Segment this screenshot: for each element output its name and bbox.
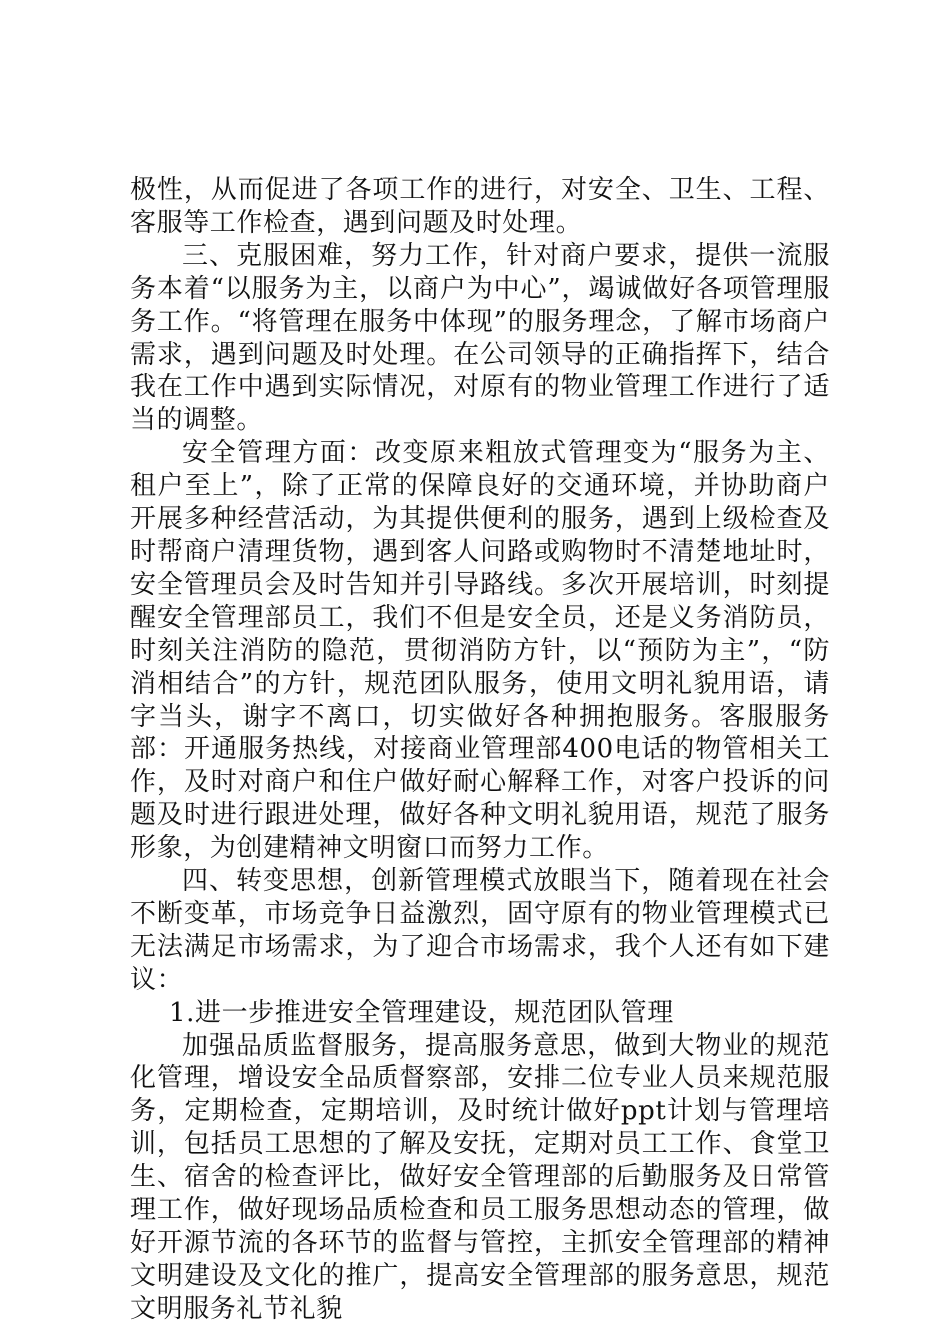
document-body: [130, 174, 830, 1326]
paragraph-section-four: 四、转变思想，创新管理模式放眼当下，随着现在社会不断变革，市场竞争日益激烈，固守原有的物业管理模式已无法满足市场需求，为了迎合市场需求，我个人还有如下建议：: [130, 866, 830, 995]
paragraph-quality-supervision: 加强品质监督服务，提高服务意思，做到大物业的规范化管理，增设安全品质督察部，安排二位专业人员来规范服务，定期检查，定期培训，及时统计做好ppt计划与管理培训，包括员工思想的了解及安抚，定期对员工工作、食堂卫生、宿舍的检查评比，做好安全管理部的后勤服务及日常管理工作，做好现场品质检查和员工服务思想动态的管理，做好开源节流的各环节的监督与管控，主抓安全管理部的精神文明建设及文化的推广，提高安全管理部的服务意思，规范文明服务礼节礼貌: [130, 1030, 830, 1324]
paragraph-continuation: 极性，从而促进了各项工作的进行，对安全、卫生、工程、客服等工作检查，遇到问题及时处理。: [130, 175, 830, 238]
paragraph-section-three: 三、克服困难，努力工作，针对商户要求，提供一流服务本着“以服务为主，以商户为中心”，竭诚做好各项管理服务工作。“将管理在服务中体现”的服务理念，了解市场商户需求，遇到问题及时处理。在公司领导的正确指挥下，结合我在工作中遇到实际情况，对原有的物业管理工作进行了适当的调整。: [130, 240, 830, 436]
paragraph-security-management: 安全管理方面：改变原来粗放式管理变为“服务为主、租户至上”，除了正常的保障良好的交通环境，并协助商户开展多种经营活动，为其提供便利的服务，遇到上级检查及时帮商户清理货物，遇到客人问路或购物时不清楚地址时，安全管理员会及时告知并引导路线。多次开展培训，时刻提醒安全管理部员工，我们不但是安全员，还是义务消防员，时刻关注消防的隐范，贯彻消防方针，以“预防为主”，“防消相结合”的方针，规范团队服务，使用文明礼貌用语，请字当头，谢字不离口，切实做好各种拥抱服务。客服服务部：开通服务热线，对接商业管理部400电话的物管相关工作，及时对商户和住户做好耐心解释工作，对客户投诉的问题及时进行跟进处理，做好各种文明礼貌用语，规范了服务形象，为创建精神文明窗口而努力工作。: [130, 438, 830, 864]
list-item-heading: 1.进一步推进安全管理建设，规范团队管理: [169, 997, 674, 1028]
